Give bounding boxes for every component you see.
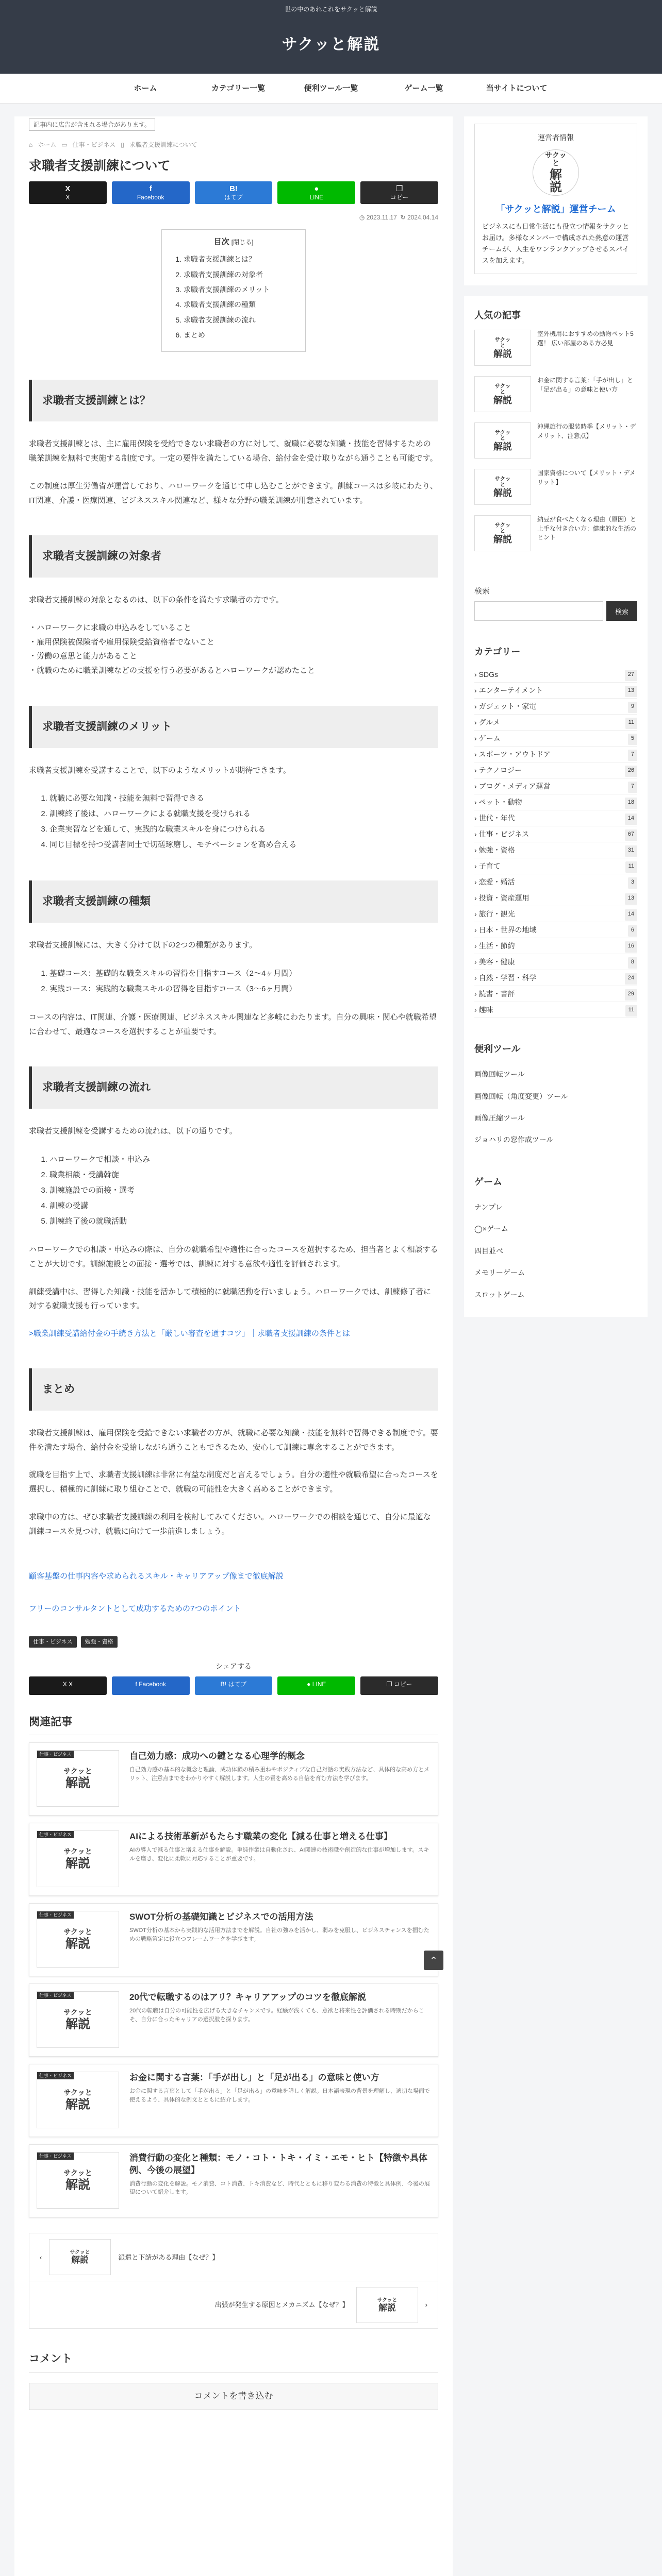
chevron-right-icon: ›: [474, 766, 477, 774]
toc-item[interactable]: 6. まとめ: [184, 328, 293, 343]
list-item: ・ハローワークに求職の申込みをしていること: [29, 623, 192, 632]
category-label: 仕事・ビジネス: [37, 1911, 74, 1919]
related-thumb: 仕事・ビジネス サクッと 解説: [37, 2072, 119, 2128]
post-pager: [29, 2233, 438, 2329]
line-icon: ●: [314, 184, 319, 193]
category-count: 26: [625, 766, 637, 777]
related-body: [129, 1911, 431, 1969]
post-dates: [29, 212, 438, 224]
category-item[interactable]: [474, 747, 637, 762]
related-card-snippet: 自己効力感の基本的な概念と理論、成功体験の積み重ねやポジティブな自己対話の実践方法など、具体的な高め方とメリット、注意点までをわかりやすく解説します。人生の質を高める自信を育む方法を学びます。: [129, 1767, 430, 1782]
popular-post-title: 室外機用におすすめの動物ペット5選！ 広い部屋のある方必見: [537, 330, 634, 347]
toc-item[interactable]: 3. 求職者支援訓練のメリット: [184, 282, 293, 297]
related-card-snippet: 20代の転職は自分の可能性を広げる大きなチャンスです。経験が浅くても、意欲と将来性を評価される時期だからこそ、自分に合ったキャリアの選択肢を探ります。: [129, 2008, 424, 2023]
category-count: 11: [625, 718, 637, 729]
chevron-right-icon: ›: [474, 670, 477, 679]
nav-categories[interactable]: カテゴリー一覧: [211, 84, 266, 93]
related-card[interactable]: [29, 1742, 438, 1816]
breadcrumb-category[interactable]: 仕事・ビジネス: [72, 141, 116, 148]
share-line-button[interactable]: ● LINE: [277, 1676, 355, 1695]
popular-title: 人気の記事: [474, 310, 521, 320]
breadcrumb-current: 求職者支援訓練について: [129, 141, 197, 148]
next-post-thumb: サクッと 解説: [356, 2287, 418, 2323]
popular-post-title: 沖縄旅行の服装時季【メリット・デメリット、注意点】: [537, 423, 636, 439]
paragraph: 求職者支援訓練には、大きく分けて以下の2つの種類があります。: [29, 941, 257, 950]
related-body: [129, 2152, 431, 2210]
paragraph: ハローワークでの相談・申込みの際は、自分の就職希望や適性に合ったコースを選択するため、担当者とよく相談することが大切です。訓練施設との面接・選考では、訓練に対する意欲や適性を評価されます。: [29, 1245, 438, 1268]
list-item: 3. 企業実習などを通して、実践的な職業スキルを身につけられる: [49, 822, 438, 837]
tag-list: [29, 1636, 438, 1648]
related-card[interactable]: [29, 1984, 438, 2057]
share-copy-button[interactable]: ❐ コピー: [360, 181, 438, 204]
chevron-right-icon: ›: [474, 829, 477, 838]
chevron-right-icon: ›: [474, 798, 477, 806]
popular-post-title: 納豆が食べたくなる理由（原因）と上手な付き合い方：健康的な生活のヒント: [537, 516, 637, 541]
tools-title: 便利ツール: [474, 1043, 521, 1054]
category-name: ゲーム: [478, 734, 501, 742]
x-icon: X: [62, 1680, 67, 1688]
category-name: 恋愛・婚活: [478, 877, 515, 886]
paragraph: 就職を目指す上で、求職者支援訓練は非常に有益な制度だと言えるでしょう。自分の適性や就職希望に合ったコースを選択し、積極的に訓練に取り組むことで、就職の可能性を大きく高めることができます。: [29, 1470, 438, 1494]
category-name: 読書・書評: [478, 989, 515, 998]
related-title: 関連記事: [29, 1713, 438, 1736]
category-name: 趣味: [478, 1005, 493, 1014]
search-button[interactable]: 検索: [606, 601, 637, 621]
share-hatena-button[interactable]: B! はてブ: [195, 181, 273, 204]
chevron-right-icon: ›: [474, 861, 477, 870]
facebook-icon: f: [135, 1680, 137, 1688]
popular-post[interactable]: [474, 515, 637, 551]
games-title: ゲーム: [474, 1176, 502, 1187]
search-title: 検索: [474, 587, 490, 596]
share-buttons-bottom: [29, 1676, 438, 1695]
chevron-right-icon: ›: [474, 734, 477, 742]
section-heading: 求職者支援訓練の種類: [29, 880, 438, 923]
list-item: 2. 実践コース：実践的な職業スキルの習得を目指すコース（3〜6ヶ月間）: [49, 981, 438, 997]
category-item[interactable]: [474, 842, 637, 858]
date-updated: 2024.04.14: [407, 213, 438, 221]
related-body: [129, 1991, 431, 2049]
hatena-icon: B!: [220, 1680, 226, 1688]
paragraph: 求職者支援訓練は、雇用保険を受給できない求職者の方が、就職に必要な知識・技能を無料で習得できる制度です。要件を満たす場合、給付金を受給しながら通うこともできるため、安心して訓練に専念することができます。: [29, 1428, 438, 1452]
chevron-left-icon: ‹: [40, 2253, 42, 2261]
related-card-snippet: 消費行動の変化を解説。モノ消費、コト消費、トキ消費など、時代とともに移り変わる消費の特徴と具体例、今後の展望について紹介します。: [129, 2180, 430, 2196]
site-tagline: 世の中のあれこれをサクッと解説: [285, 6, 377, 13]
nav-home[interactable]: ホーム: [134, 84, 157, 93]
nav-about[interactable]: 当サイトについて: [486, 84, 548, 93]
category-label: 仕事・ビジネス: [37, 1831, 74, 1838]
search-input[interactable]: [474, 601, 603, 621]
popular-thumb: サクッと 解説: [474, 515, 531, 551]
list-item: 3. 訓練施設での面接・選考: [49, 1183, 438, 1198]
profile-name[interactable]: 「サクッと解説」運営チーム: [495, 204, 616, 215]
chevron-right-icon: ›: [474, 750, 477, 758]
tag-chip[interactable]: 勉強・資格: [81, 1636, 118, 1648]
tool-link[interactable]: 画像圧縮ツール: [474, 1113, 525, 1122]
numbered-list: [29, 1152, 438, 1229]
chevron-up-icon: ⌃: [429, 1955, 438, 1965]
prev-post-title: 派遣と下請がある理由【なぜ？】: [118, 2253, 219, 2261]
ad-notice: 記事内に広告が含まれる場合があります。: [29, 118, 155, 131]
list-item: 1. 就職に必要な知識・技能を無料で習得できる: [49, 791, 438, 806]
category-item[interactable]: [474, 922, 637, 938]
popular-post-title: 国家資格について【メリット・デメリット】: [537, 469, 636, 486]
chevron-right-icon: ›: [425, 2301, 427, 2309]
category-title: カテゴリー: [474, 647, 521, 657]
chevron-right-icon: ›: [474, 957, 477, 966]
popular-thumb: サクッと 解説: [474, 330, 531, 366]
category-name: 投資・資産運用: [478, 893, 529, 902]
category-item[interactable]: [474, 715, 637, 731]
share-copy-button[interactable]: ❐ コピー: [360, 1676, 438, 1695]
popular-post[interactable]: [474, 330, 637, 366]
category-name: SDGs: [478, 670, 499, 679]
category-count: 14: [625, 909, 637, 921]
category-item[interactable]: [474, 731, 637, 747]
breadcrumb: [29, 140, 438, 151]
line-icon: ●: [307, 1680, 311, 1688]
related-thumb: 仕事・ビジネス サクッと 解説: [37, 2152, 119, 2209]
related-card-title: AIによる技術革新がもたらす職業の変化【減る仕事と増える仕事】: [129, 1832, 392, 1842]
category-item[interactable]: [474, 826, 637, 842]
chevron-right-icon: ›: [474, 718, 477, 726]
category-count: 67: [625, 829, 637, 841]
related-card-snippet: お金に関する言葉として「手が出る」と「足が出る」の意味を詳しく解説。日本語表現の背景を理解し、適切な場面で使えるよう、具体的な例文とともに紹介します。: [129, 2088, 430, 2103]
numbered-list: [29, 966, 438, 997]
category-name: ガジェット・家電: [478, 702, 537, 710]
article-title: 求職者支援訓練について: [29, 158, 171, 173]
chevron-right-icon: ›: [474, 973, 477, 982]
related-body: [129, 1750, 431, 1808]
toc-item[interactable]: 2. 求職者支援訓練の対象者: [184, 267, 293, 282]
category-item[interactable]: [474, 890, 637, 906]
category-name: 世代・年代: [478, 814, 515, 822]
toc-toggle[interactable]: [閉じる]: [231, 239, 254, 246]
prev-post-link[interactable]: [29, 2233, 438, 2281]
category-count: 29: [625, 989, 637, 1001]
category-item[interactable]: [474, 794, 637, 810]
nav-games[interactable]: ゲーム一覧: [404, 84, 443, 93]
chevron-right-icon: ›: [474, 893, 477, 902]
category-item[interactable]: [474, 954, 637, 970]
profile-box: [474, 124, 637, 274]
category-item[interactable]: [474, 667, 637, 683]
next-post-title: 出張が発生する原因とメカニズム【なぜ？】: [214, 2301, 349, 2309]
global-nav: [0, 74, 662, 104]
share-label: シェアする: [216, 1662, 252, 1671]
list-item: 1. 基礎コース：基礎的な職業スキルの習得を目指すコース（2〜4ヶ月間）: [49, 966, 438, 981]
home-icon: ⌂: [29, 141, 33, 148]
category-item[interactable]: [474, 986, 637, 1002]
category-item[interactable]: [474, 762, 637, 778]
category-count: 13: [625, 893, 637, 905]
related-card-snippet: AIの導入で減る仕事と増える仕事を解説。単純作業は自動化され、AI関連の技術職や創造的な仕事が増加します。スキルを磨き、変化に柔軟に対応することが重要です。: [129, 1847, 429, 1862]
toc-item[interactable]: 4. 求職者支援訓練の種類: [184, 297, 293, 312]
popular-thumb: サクッと 解説: [474, 376, 531, 412]
category-count: 11: [625, 861, 637, 873]
category-count: 24: [625, 973, 637, 985]
section-heading: 求職者支援訓練とは？: [29, 380, 438, 422]
category-count: 3: [628, 877, 637, 889]
category-name: 美容・健康: [478, 957, 515, 966]
chevron-right-icon: ›: [474, 1005, 477, 1014]
section-heading: 求職者支援訓練の対象者: [29, 535, 438, 578]
paragraph: 訓練受講中は、習得した知識・技能を活かして積極的に就職活動を行いましょう。ハローワークでは、訓練修了者に対する就職支援も行っています。: [29, 1287, 432, 1311]
game-link[interactable]: ◯×ゲーム: [474, 1225, 508, 1233]
related-thumb: 仕事・ビジネス サクッと 解説: [37, 1911, 119, 1968]
list-item: 4. 同じ目標を持つ受講者同士で切磋琢磨し、モチベーションを高め合える: [49, 837, 438, 853]
category-name: 旅行・観光: [478, 909, 515, 918]
category-count: 27: [625, 670, 637, 681]
game-link[interactable]: メモリーゲーム: [474, 1268, 525, 1277]
category-count: 31: [625, 845, 637, 857]
clock-icon: ◷: [359, 213, 365, 221]
paragraph: 求職者支援訓練とは、主に雇用保険を受給できない求職者の方に対して、就職に必要な知識・技能を習得するための職業訓練を無料で実施する制度です。一定の要件を満たしている場合、給付金を受け取りながら通うことも可能です。: [29, 439, 438, 463]
related-thumb: 仕事・ビジネス サクッと 解説: [37, 1991, 119, 2048]
section-heading: 求職者支援訓練のメリット: [29, 706, 438, 748]
category-name: グルメ: [478, 718, 500, 726]
chevron-right-icon: ›: [474, 941, 477, 950]
chevron-right-icon: ›: [474, 686, 477, 694]
popular-post[interactable]: [474, 469, 637, 505]
prev-post-thumb: サクッと 解説: [49, 2239, 111, 2275]
share-facebook-button[interactable]: f Facebook: [112, 181, 190, 204]
category-count: 7: [628, 782, 637, 793]
category-name: スポーツ・アウトドア: [478, 750, 551, 758]
category-name: 勉強・資格: [478, 845, 515, 854]
related-card[interactable]: [29, 2064, 438, 2137]
category-count: 8: [628, 957, 637, 969]
site-header: [0, 0, 662, 74]
category-count: 13: [625, 686, 637, 697]
category-item[interactable]: [474, 1002, 637, 1018]
category-label: 仕事・ビジネス: [37, 2153, 74, 2160]
popular-thumb: サクッと 解説: [474, 469, 531, 505]
list-item: 4. 訓練の受講: [49, 1198, 438, 1214]
category-item[interactable]: [474, 810, 637, 826]
share-x-button[interactable]: X X: [29, 181, 107, 204]
category-list: [474, 667, 637, 1018]
related-card-title: SWOT分析の基礎知識とビジネスでの活用方法: [129, 1912, 313, 1922]
category-name: 仕事・ビジネス: [478, 829, 529, 838]
category-count: 18: [625, 798, 637, 809]
tool-link[interactable]: ジョハリの窓作成ツール: [474, 1136, 554, 1144]
profile-description: ビジネスにも日常生活にも役立つ情報をサクッとお届け。多様なメンバーで構成された熱意の運営チームが、人生をワンランクアップさせるスパイスを加えます。: [482, 222, 630, 264]
category-count: 7: [628, 750, 637, 761]
numbered-list: [29, 791, 438, 853]
paragraph: 求職中の方は、ぜひ求職者支援訓練の利用を検討してみてください。ハローワークでの相談を通じて、自分に最適な訓練コースを見つけ、就職に向けて一歩前進しましょう。: [29, 1512, 431, 1536]
list-item: ・就職のために職業訓練などの支援を行う必要があるとハローワークが認めたこと: [29, 666, 316, 675]
category-name: 日本・世界の地域: [478, 925, 537, 934]
facebook-icon: f: [149, 184, 152, 193]
category-count: 16: [625, 941, 637, 953]
toc-item[interactable]: 1. 求職者支援訓練とは？: [184, 252, 293, 267]
chevron-right-icon: ›: [474, 909, 477, 918]
breadcrumb-home[interactable]: ホーム: [38, 141, 57, 148]
popular-post-title: お金に関する言葉：「手が出し」と「足が出る」の意味と使い方: [537, 377, 634, 393]
bullet-list: [29, 621, 438, 678]
folder-icon: ▭: [61, 141, 68, 148]
comment-title: コメント: [29, 2349, 438, 2372]
main-content: [14, 116, 453, 2576]
sidebar: [464, 116, 648, 2576]
related-card-title: 20代で転職するのはアリ？キャリアアップのコツを徹底解説: [129, 1992, 367, 2003]
site-logo[interactable]: サクッと解説: [282, 36, 380, 53]
list-item: 2. 職業相談・受講斡旋: [49, 1167, 438, 1183]
toc-item[interactable]: 5. 求職者支援訓練の流れ: [184, 313, 293, 328]
tag-chip[interactable]: 仕事・ビジネス: [29, 1636, 77, 1648]
x-icon: X: [65, 184, 71, 193]
toc-title: 目次: [213, 238, 229, 247]
related-card-title: お金に関する言葉：「手が出し」と「足が出る」の意味と使い方: [129, 2073, 379, 2083]
copy-icon: ❐: [386, 1680, 392, 1688]
page-icon: ▯: [121, 141, 124, 148]
chevron-right-icon: ›: [474, 814, 477, 822]
category-label: 仕事・ビジネス: [37, 1751, 74, 1758]
date-published: 2023.11.17: [366, 213, 397, 221]
share-x-button[interactable]: X X: [29, 1676, 107, 1695]
list-item: 1. ハローワークで相談・申込み: [49, 1152, 438, 1167]
category-item[interactable]: [474, 778, 637, 794]
paragraph: コースの内容は、IT関連、介護・医療関連、ビジネススキル関連など多岐にわたります。自分の興味・関心や就職希望に合わせて、最適なコースを選択することが重要です。: [29, 1012, 437, 1036]
category-count: 9: [628, 702, 637, 713]
category-label: 仕事・ビジネス: [37, 1992, 74, 1999]
chevron-right-icon: ›: [474, 877, 477, 886]
related-card[interactable]: [29, 1903, 438, 1976]
scroll-top-button[interactable]: [424, 1951, 443, 1970]
next-post-link[interactable]: [29, 2281, 438, 2328]
hatena-icon: B!: [229, 184, 238, 193]
related-card[interactable]: [29, 1823, 438, 1896]
chevron-right-icon: ›: [474, 989, 477, 998]
category-name: 子育て: [478, 861, 501, 870]
category-item[interactable]: [474, 699, 637, 715]
category-count: 11: [625, 1005, 637, 1016]
category-item[interactable]: [474, 858, 637, 874]
related-thumb: 仕事・ビジネス サクッと 解説: [37, 1750, 119, 1807]
profile-avatar: サクッと 解説: [533, 149, 579, 196]
section-heading: 求職者支援訓練の流れ: [29, 1066, 438, 1109]
section-heading: まとめ: [29, 1368, 438, 1411]
category-count: 14: [625, 814, 637, 825]
chevron-right-icon: ›: [474, 845, 477, 854]
share-line-button[interactable]: ● LINE: [277, 181, 355, 204]
list-item: ・雇用保険被保険者や雇用保険受給資格者でないこと: [29, 637, 215, 647]
share-facebook-button[interactable]: f Facebook: [112, 1676, 190, 1695]
category-item[interactable]: [474, 906, 637, 922]
popular-thumb: サクッと 解説: [474, 422, 531, 459]
game-link[interactable]: 四目並べ: [474, 1246, 503, 1255]
share-hatena-button[interactable]: B! はてブ: [195, 1676, 273, 1695]
related-thumb: 仕事・ビジネス サクッと 解説: [37, 1831, 119, 1887]
popular-post[interactable]: [474, 376, 637, 412]
paragraph: この制度は厚生労働省が運営しており、ハローワークを通じて申し込むことができます。訓練コースは多岐にわたり、IT関連、介護・医療関連、ビジネススキル関連など、様々な分野の職業訓練が用意されています。: [29, 481, 438, 505]
copy-icon: ❐: [395, 184, 403, 193]
paragraph: 求職者支援訓練を受講するための流れは、以下の通りです。: [29, 1127, 237, 1136]
table-of-contents: [161, 229, 306, 351]
write-comment-button[interactable]: コメントを書き込む: [29, 2383, 438, 2410]
profile-label: 運営者情報: [538, 133, 574, 142]
nav-tools[interactable]: 便利ツール一覧: [304, 84, 358, 93]
popular-post[interactable]: [474, 422, 637, 459]
category-count: 5: [628, 734, 637, 745]
category-name: テクノロジー: [478, 766, 522, 774]
list-item: 5. 訓練終了後の就職活動: [49, 1214, 438, 1229]
tool-link[interactable]: 画像回転ツール: [474, 1070, 525, 1079]
category-name: 生活・節約: [478, 941, 515, 950]
category-count: 6: [628, 925, 637, 937]
game-link[interactable]: スロットゲーム: [474, 1290, 525, 1299]
category-item[interactable]: [474, 970, 637, 986]
update-icon: ↻: [400, 213, 406, 221]
game-link[interactable]: ナンプレ: [474, 1203, 503, 1212]
related-text-link[interactable]: フリーのコンサルタントとして成功するための7つのポイント: [29, 1604, 241, 1614]
chevron-right-icon: ›: [474, 702, 477, 710]
related-body: [129, 2072, 431, 2129]
related-card-title: 自己効力感：成功への鍵となる心理学的概念: [129, 1751, 305, 1761]
internal-link[interactable]: >職業訓練受講給付金の手続き方法と「厳しい審査を通すコツ」｜求職者支援訓練の条件とは: [29, 1329, 351, 1338]
related-text-link[interactable]: 顧客基盤の仕事内容や求められるスキル・キャリアアップ像まで徹底解説: [29, 1572, 284, 1581]
related-card-snippet: SWOT分析の基本から実践的な活用方法までを解説。自社の強みを活かし、弱みを克服し、ビジネスチャンスを掴むための戦略策定に役立つフレームワークを学びます。: [129, 1927, 429, 1942]
tool-link[interactable]: 画像回転（角度変更）ツール: [474, 1092, 568, 1100]
category-item[interactable]: [474, 938, 637, 954]
category-name: ブログ・メディア運営: [478, 782, 551, 790]
paragraph: 求職者支援訓練を受講することで、以下のようなメリットが期待できます。: [29, 766, 291, 775]
category-item[interactable]: [474, 683, 637, 699]
related-body: [129, 1831, 431, 1888]
list-item: ・労働の意思と能力があること: [29, 652, 138, 661]
related-list: [29, 1742, 438, 2217]
category-label: 仕事・ビジネス: [37, 2072, 74, 2079]
category-name: 自然・学習・科学: [478, 973, 537, 982]
category-name: ペット・動物: [478, 798, 522, 806]
category-item[interactable]: [474, 874, 637, 890]
share-buttons-top: [29, 181, 438, 204]
popular-list: [474, 330, 637, 551]
paragraph: 求職者支援訓練の対象となるのは、以下の条件を満たす求職者の方です。: [29, 596, 284, 605]
related-card-title: 消費行動の変化と種類：モノ・コト・トキ・イミ・エモ・ヒト【特徴や具体例、今後の展望】: [129, 2153, 427, 2176]
related-card[interactable]: [29, 2144, 438, 2217]
category-name: エンターテイメント: [478, 686, 543, 694]
chevron-right-icon: ›: [474, 925, 477, 934]
list-item: 2. 訓練終了後は、ハローワークによる就職支援を受けられる: [49, 806, 438, 822]
chevron-right-icon: ›: [474, 782, 477, 790]
